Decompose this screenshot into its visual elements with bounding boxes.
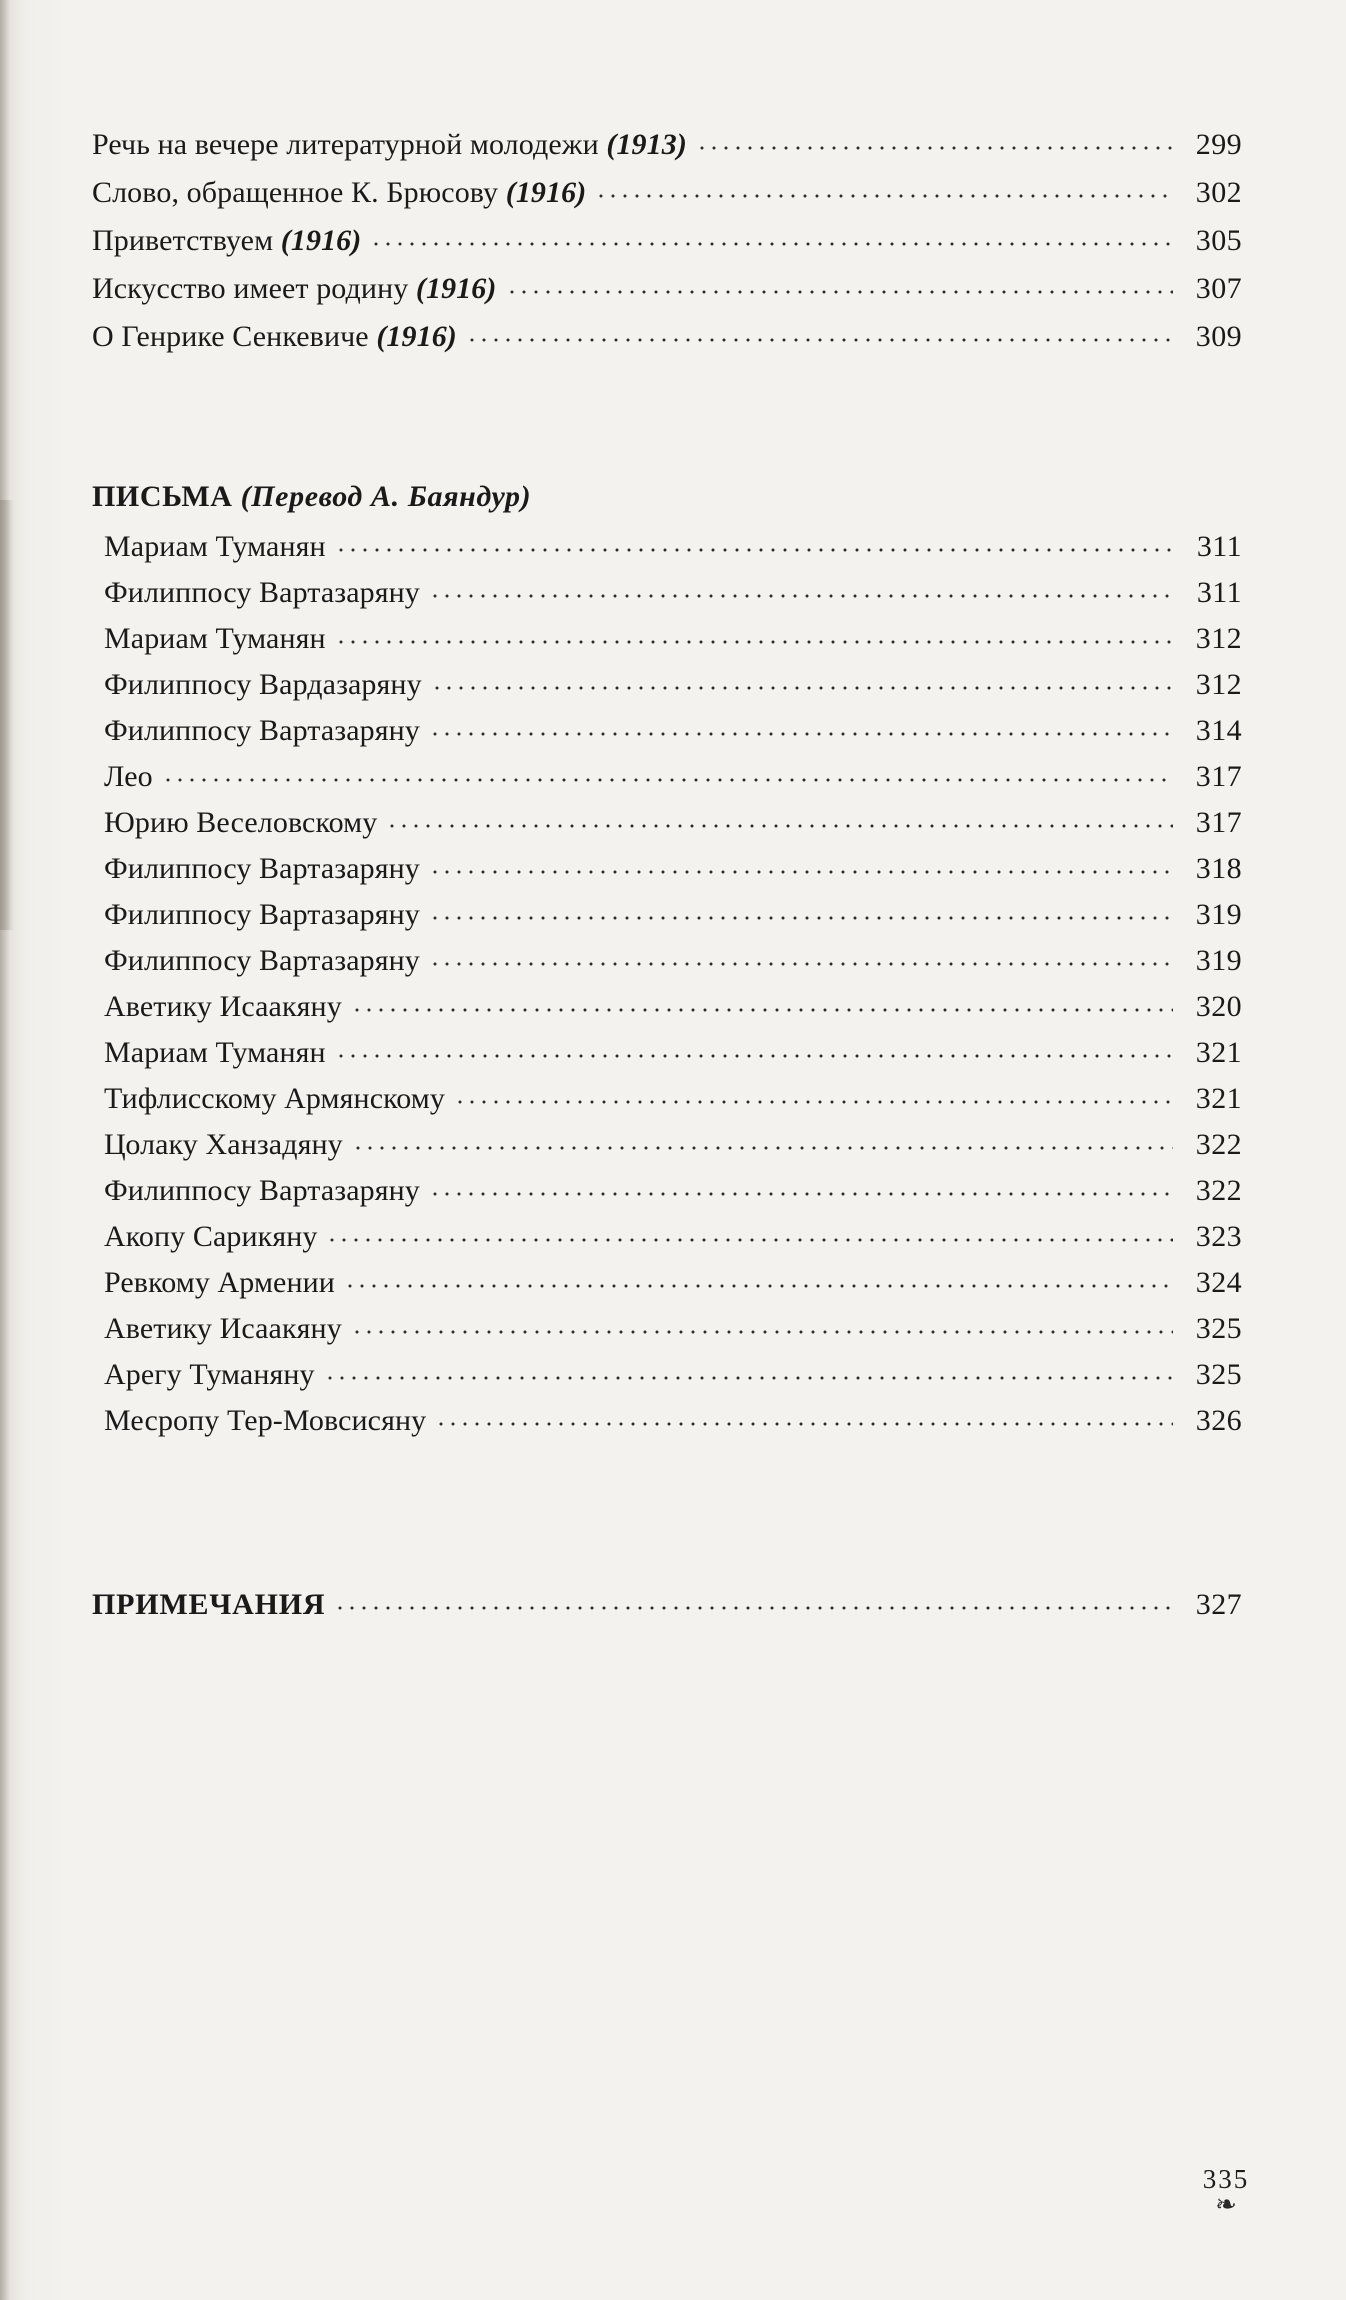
toc-entry-title: Арегу Туманяну: [104, 1358, 315, 1391]
dot-leader: [344, 1274, 1173, 1288]
toc-entry-page: 325: [1195, 1312, 1242, 1345]
toc-entry[interactable]: [92, 176, 1242, 210]
dot-leader: [466, 328, 1173, 342]
toc-entry-page: 320: [1195, 990, 1242, 1023]
toc-entry-page: 319: [1195, 898, 1242, 931]
dot-leader: [429, 722, 1173, 736]
toc-entry-page: 309: [1195, 320, 1242, 353]
toc-entry-title: Мариам Туманян: [104, 1036, 326, 1069]
toc-entry[interactable]: [104, 1404, 1242, 1438]
toc-entry-title: Филиппосу Вартазаряну: [104, 898, 420, 931]
toc-entry-page: 321: [1195, 1036, 1242, 1069]
toc-entry-page: 311: [1196, 530, 1242, 563]
dot-leader: [431, 676, 1173, 690]
toc-entry-page: 302: [1195, 176, 1242, 209]
toc-entry-title: Аветику Исаакяну: [104, 990, 342, 1023]
toc-entry-page: 327: [1195, 1588, 1242, 1621]
dot-leader: [351, 1320, 1173, 1334]
dot-leader: [696, 136, 1173, 150]
toc-entry[interactable]: [104, 1220, 1242, 1254]
dot-leader: [334, 1596, 1173, 1610]
toc-entry-title: О Генрике Сенкевиче (1916): [92, 320, 457, 353]
toc-entry-title: Юрию Веселовскому: [104, 806, 378, 839]
toc-entry-title: ПРИМЕЧАНИЯ: [92, 1588, 326, 1621]
dot-leader: [335, 630, 1173, 644]
dot-leader: [435, 1412, 1173, 1426]
toc-entry[interactable]: [92, 272, 1242, 306]
dot-leader: [595, 184, 1173, 198]
toc-entry-title: Мариам Туманян: [104, 530, 326, 563]
ornament-icon: ❧: [1215, 2189, 1237, 2219]
toc-entry-page: 314: [1195, 714, 1242, 747]
dot-leader: [429, 906, 1173, 920]
toc-group-speeches: [92, 128, 1242, 368]
dot-leader: [326, 1228, 1173, 1242]
toc-entry[interactable]: [92, 1588, 1242, 1622]
toc-entry[interactable]: [104, 1128, 1242, 1162]
toc-entry[interactable]: [104, 714, 1242, 748]
dot-leader: [386, 814, 1173, 828]
toc-entry-page: 317: [1195, 806, 1242, 839]
dot-leader: [429, 952, 1173, 966]
toc-entry-title: Ревкому Армении: [104, 1266, 335, 1299]
page-folio: [1166, 2163, 1286, 2219]
toc-entry[interactable]: [104, 852, 1242, 886]
dot-leader: [335, 538, 1173, 552]
section-translator: (Перевод А. Баяндур): [240, 480, 532, 513]
toc-entry-page: 312: [1195, 622, 1242, 655]
toc-entry[interactable]: [92, 320, 1242, 354]
toc-entry-title: Филиппосу Вардазаряну: [104, 668, 422, 701]
dot-leader: [335, 1044, 1173, 1058]
toc-entry-page: 319: [1195, 944, 1242, 977]
toc-entry-page: 323: [1195, 1220, 1242, 1253]
toc-entry-title: Филиппосу Вартазаряну: [104, 1174, 420, 1207]
toc-entry-title: Месропу Тер-Мовсисяну: [104, 1404, 427, 1437]
toc-entry[interactable]: [92, 128, 1242, 162]
toc-entry-page: 325: [1195, 1358, 1242, 1391]
toc-entry-page: 318: [1195, 852, 1242, 885]
dot-leader: [429, 584, 1173, 598]
toc-entry-page: 311: [1196, 576, 1242, 609]
toc-entry-title: Тифлисскому Армянскому: [104, 1082, 445, 1115]
toc-entry-title: Аветику Исаакяну: [104, 1312, 342, 1345]
toc-entry[interactable]: [104, 1358, 1242, 1392]
toc-entry-page: 326: [1195, 1404, 1242, 1437]
dot-leader: [162, 768, 1173, 782]
toc-entry-title: Речь на вечере литературной молодежи (1913): [92, 128, 687, 161]
toc-entry-title: Лео: [104, 760, 153, 793]
toc-entry[interactable]: [104, 622, 1242, 656]
toc-entry[interactable]: [104, 1266, 1242, 1300]
toc-entry[interactable]: [104, 1082, 1242, 1116]
toc-group-letters: [92, 480, 1242, 1450]
toc-entry-title: Филиппосу Вартазаряну: [104, 714, 420, 747]
toc-entry-page: 322: [1195, 1128, 1242, 1161]
dot-leader: [506, 280, 1173, 294]
toc-entry-page: 305: [1195, 224, 1242, 257]
toc-entry-title: Филиппосу Вартазаряну: [104, 852, 420, 885]
toc-entry-page: 307: [1195, 272, 1242, 305]
toc-entry-title: Мариам Туманян: [104, 622, 326, 655]
toc-entry-title: Акопу Сарикяну: [104, 1220, 318, 1253]
toc-entry-page: 312: [1195, 668, 1242, 701]
toc-entry[interactable]: [104, 1312, 1242, 1346]
dot-leader: [324, 1366, 1173, 1380]
toc-entry-title: Приветствуем (1916): [92, 224, 362, 257]
toc-entry-page: 321: [1195, 1082, 1242, 1115]
toc-entry-title: Филиппосу Вартазаряну: [104, 576, 420, 609]
toc-entry-title: Искусство имеет родину (1916): [92, 272, 497, 305]
toc-entry-page: 299: [1195, 128, 1242, 161]
section-heading-letters: ПИСЬМА (Перевод А. Баяндур): [92, 480, 532, 513]
dot-leader: [454, 1090, 1173, 1104]
folio-number: 335: [1202, 2163, 1250, 2194]
dot-leader: [370, 232, 1173, 246]
toc-entry-page: 324: [1195, 1266, 1242, 1299]
toc-entry-title: Филиппосу Вартазаряну: [104, 944, 420, 977]
toc-entry[interactable]: [104, 530, 1242, 564]
toc-entry[interactable]: [104, 806, 1242, 840]
toc-entry[interactable]: [104, 944, 1242, 978]
toc-entry-page: 322: [1195, 1174, 1242, 1207]
toc-entry[interactable]: [104, 760, 1242, 794]
toc-entry-title: Цолаку Ханзадяну: [104, 1128, 343, 1161]
toc-entry[interactable]: [104, 898, 1242, 932]
toc-entry[interactable]: [104, 1174, 1242, 1208]
toc-entry[interactable]: [92, 224, 1242, 258]
toc-entry[interactable]: [104, 576, 1242, 610]
dot-leader: [429, 1182, 1173, 1196]
dot-leader: [352, 1136, 1173, 1150]
dot-leader: [429, 860, 1173, 874]
dot-leader: [351, 998, 1173, 1012]
toc-entry-page: 317: [1195, 760, 1242, 793]
toc-entry[interactable]: [104, 990, 1242, 1024]
toc-entry[interactable]: [104, 668, 1242, 702]
toc-group-notes: [92, 1588, 1242, 1622]
toc-entry-title: Слово, обращенное К. Брюсову (1916): [92, 176, 587, 209]
toc-entry[interactable]: [104, 1036, 1242, 1070]
